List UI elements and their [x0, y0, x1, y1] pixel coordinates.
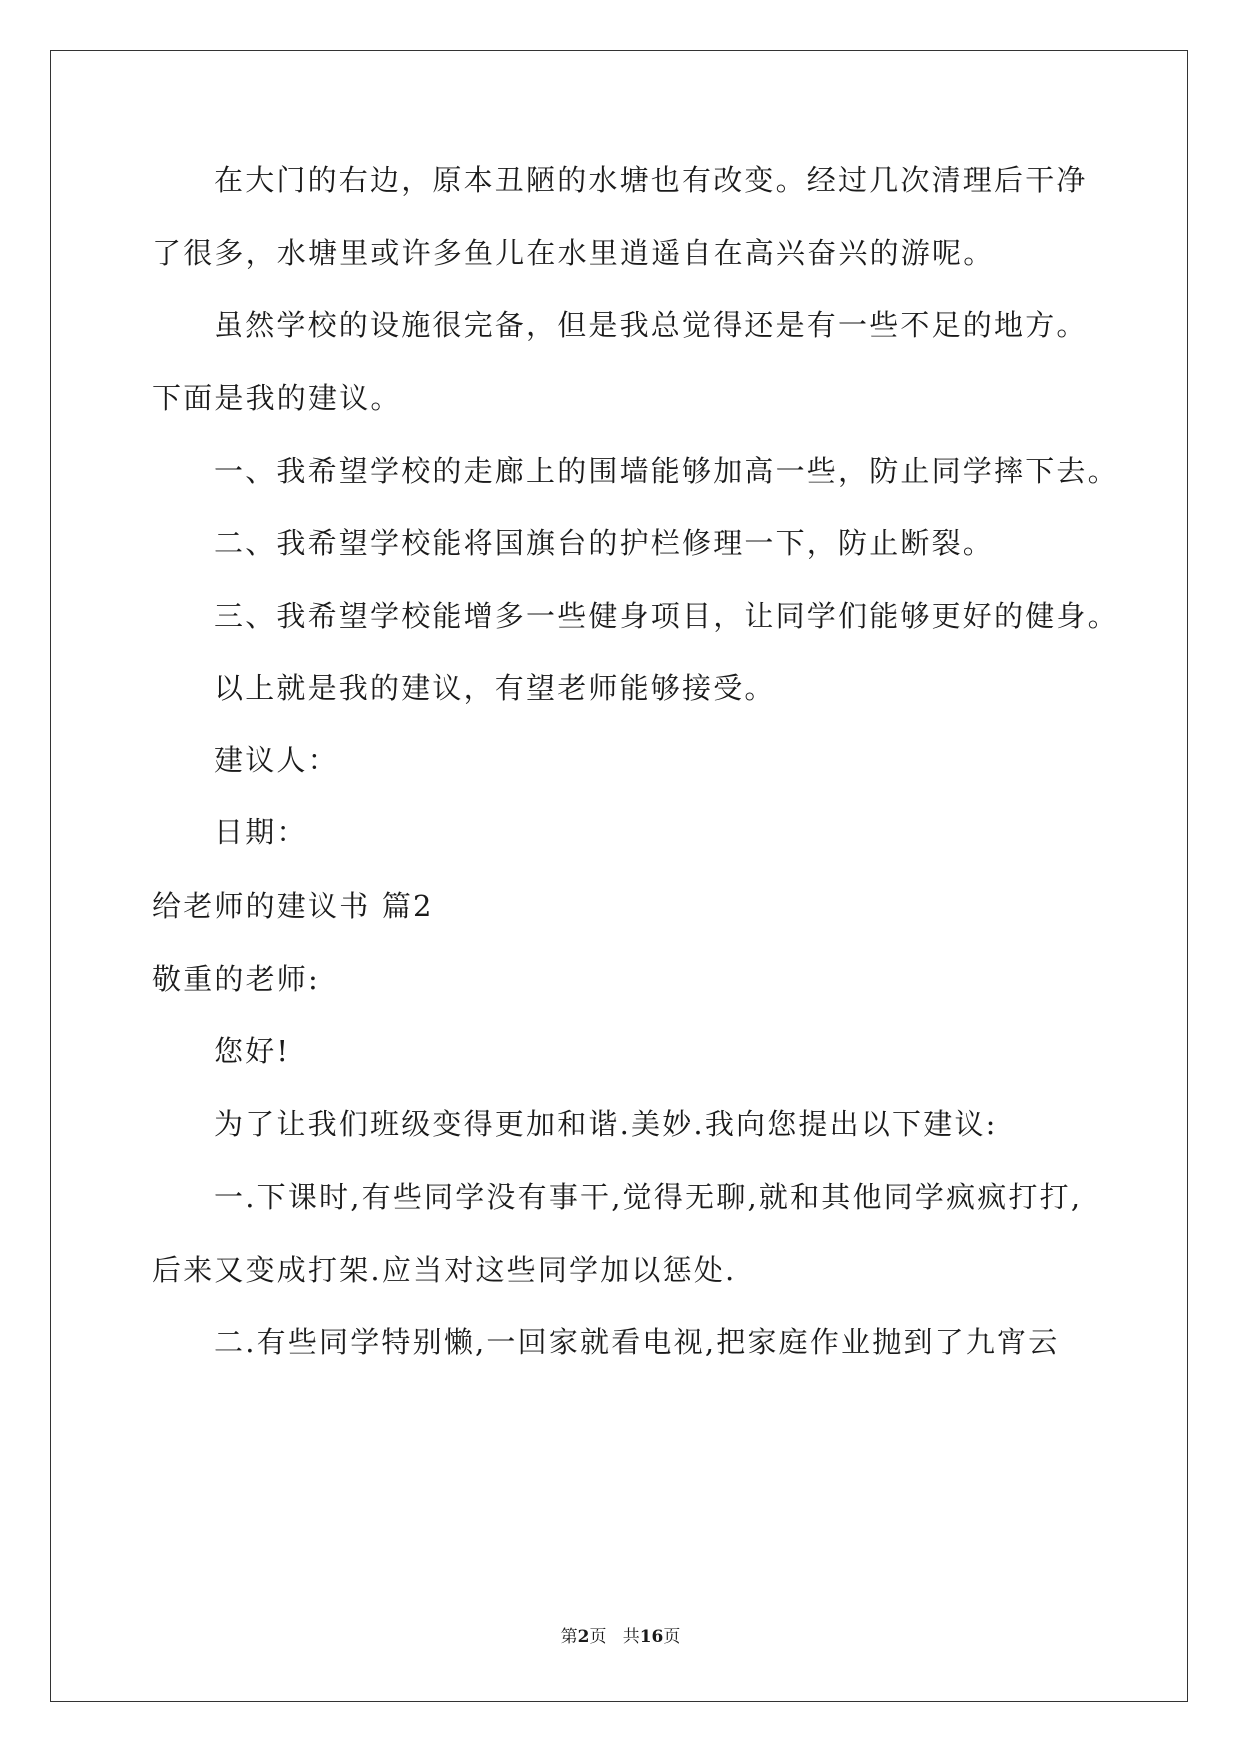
- text-line: 您好!: [214, 1034, 291, 1068]
- text-line: 虽然学校的设施很完备，但是我总觉得还是有一些不足的地方。: [214, 308, 1088, 342]
- text-line: 三、我希望学校能增多一些健身项目，让同学们能够更好的健身。: [214, 599, 1119, 633]
- text-line: 后来又变成打架.应当对这些同学加以惩处.: [152, 1253, 737, 1287]
- current-page-number: 2: [577, 1627, 590, 1647]
- footer-prefix: 第: [560, 1627, 578, 1647]
- text-line: 日期：: [214, 815, 308, 849]
- text-line: 一.下课时,有些同学没有事干,觉得无聊,就和其他同学疯疯打打,: [214, 1180, 1083, 1214]
- text-line: 二、我希望学校能将国旗台的护栏修理一下，防止断裂。: [214, 526, 995, 560]
- text-line: 二.有些同学特别懒,一回家就看电视,把家庭作业抛到了九宵云: [214, 1325, 1060, 1359]
- footer-total-suffix: 页: [663, 1627, 681, 1647]
- text-line: 在大门的右边，原本丑陋的水塘也有改变。经过几次清理后干净: [214, 163, 1088, 197]
- footer-page-suffix: 页: [589, 1627, 607, 1647]
- text-line: 下面是我的建议。: [152, 381, 402, 415]
- text-line: 了很多，水塘里或许多鱼儿在水里逍遥自在高兴奋兴的游呢。: [152, 236, 995, 270]
- total-page-count: 16: [639, 1627, 664, 1647]
- page-footer: [0, 1622, 1241, 1647]
- footer-total-prefix: 共: [622, 1627, 640, 1647]
- text-line: 为了让我们班级变得更加和谐.美妙.我向您提出以下建议:: [214, 1107, 998, 1141]
- text-line: 一、我希望学校的走廊上的围墙能够加高一些，防止同学摔下去。: [214, 454, 1119, 488]
- text-line: 敬重的老师:: [152, 962, 320, 996]
- text-line: 以上就是我的建议，有望老师能够接受。: [214, 671, 776, 705]
- page-border: [50, 50, 1188, 1702]
- text-line: 建议人：: [214, 743, 339, 777]
- text-line: 给老师的建议书 篇2: [152, 889, 434, 923]
